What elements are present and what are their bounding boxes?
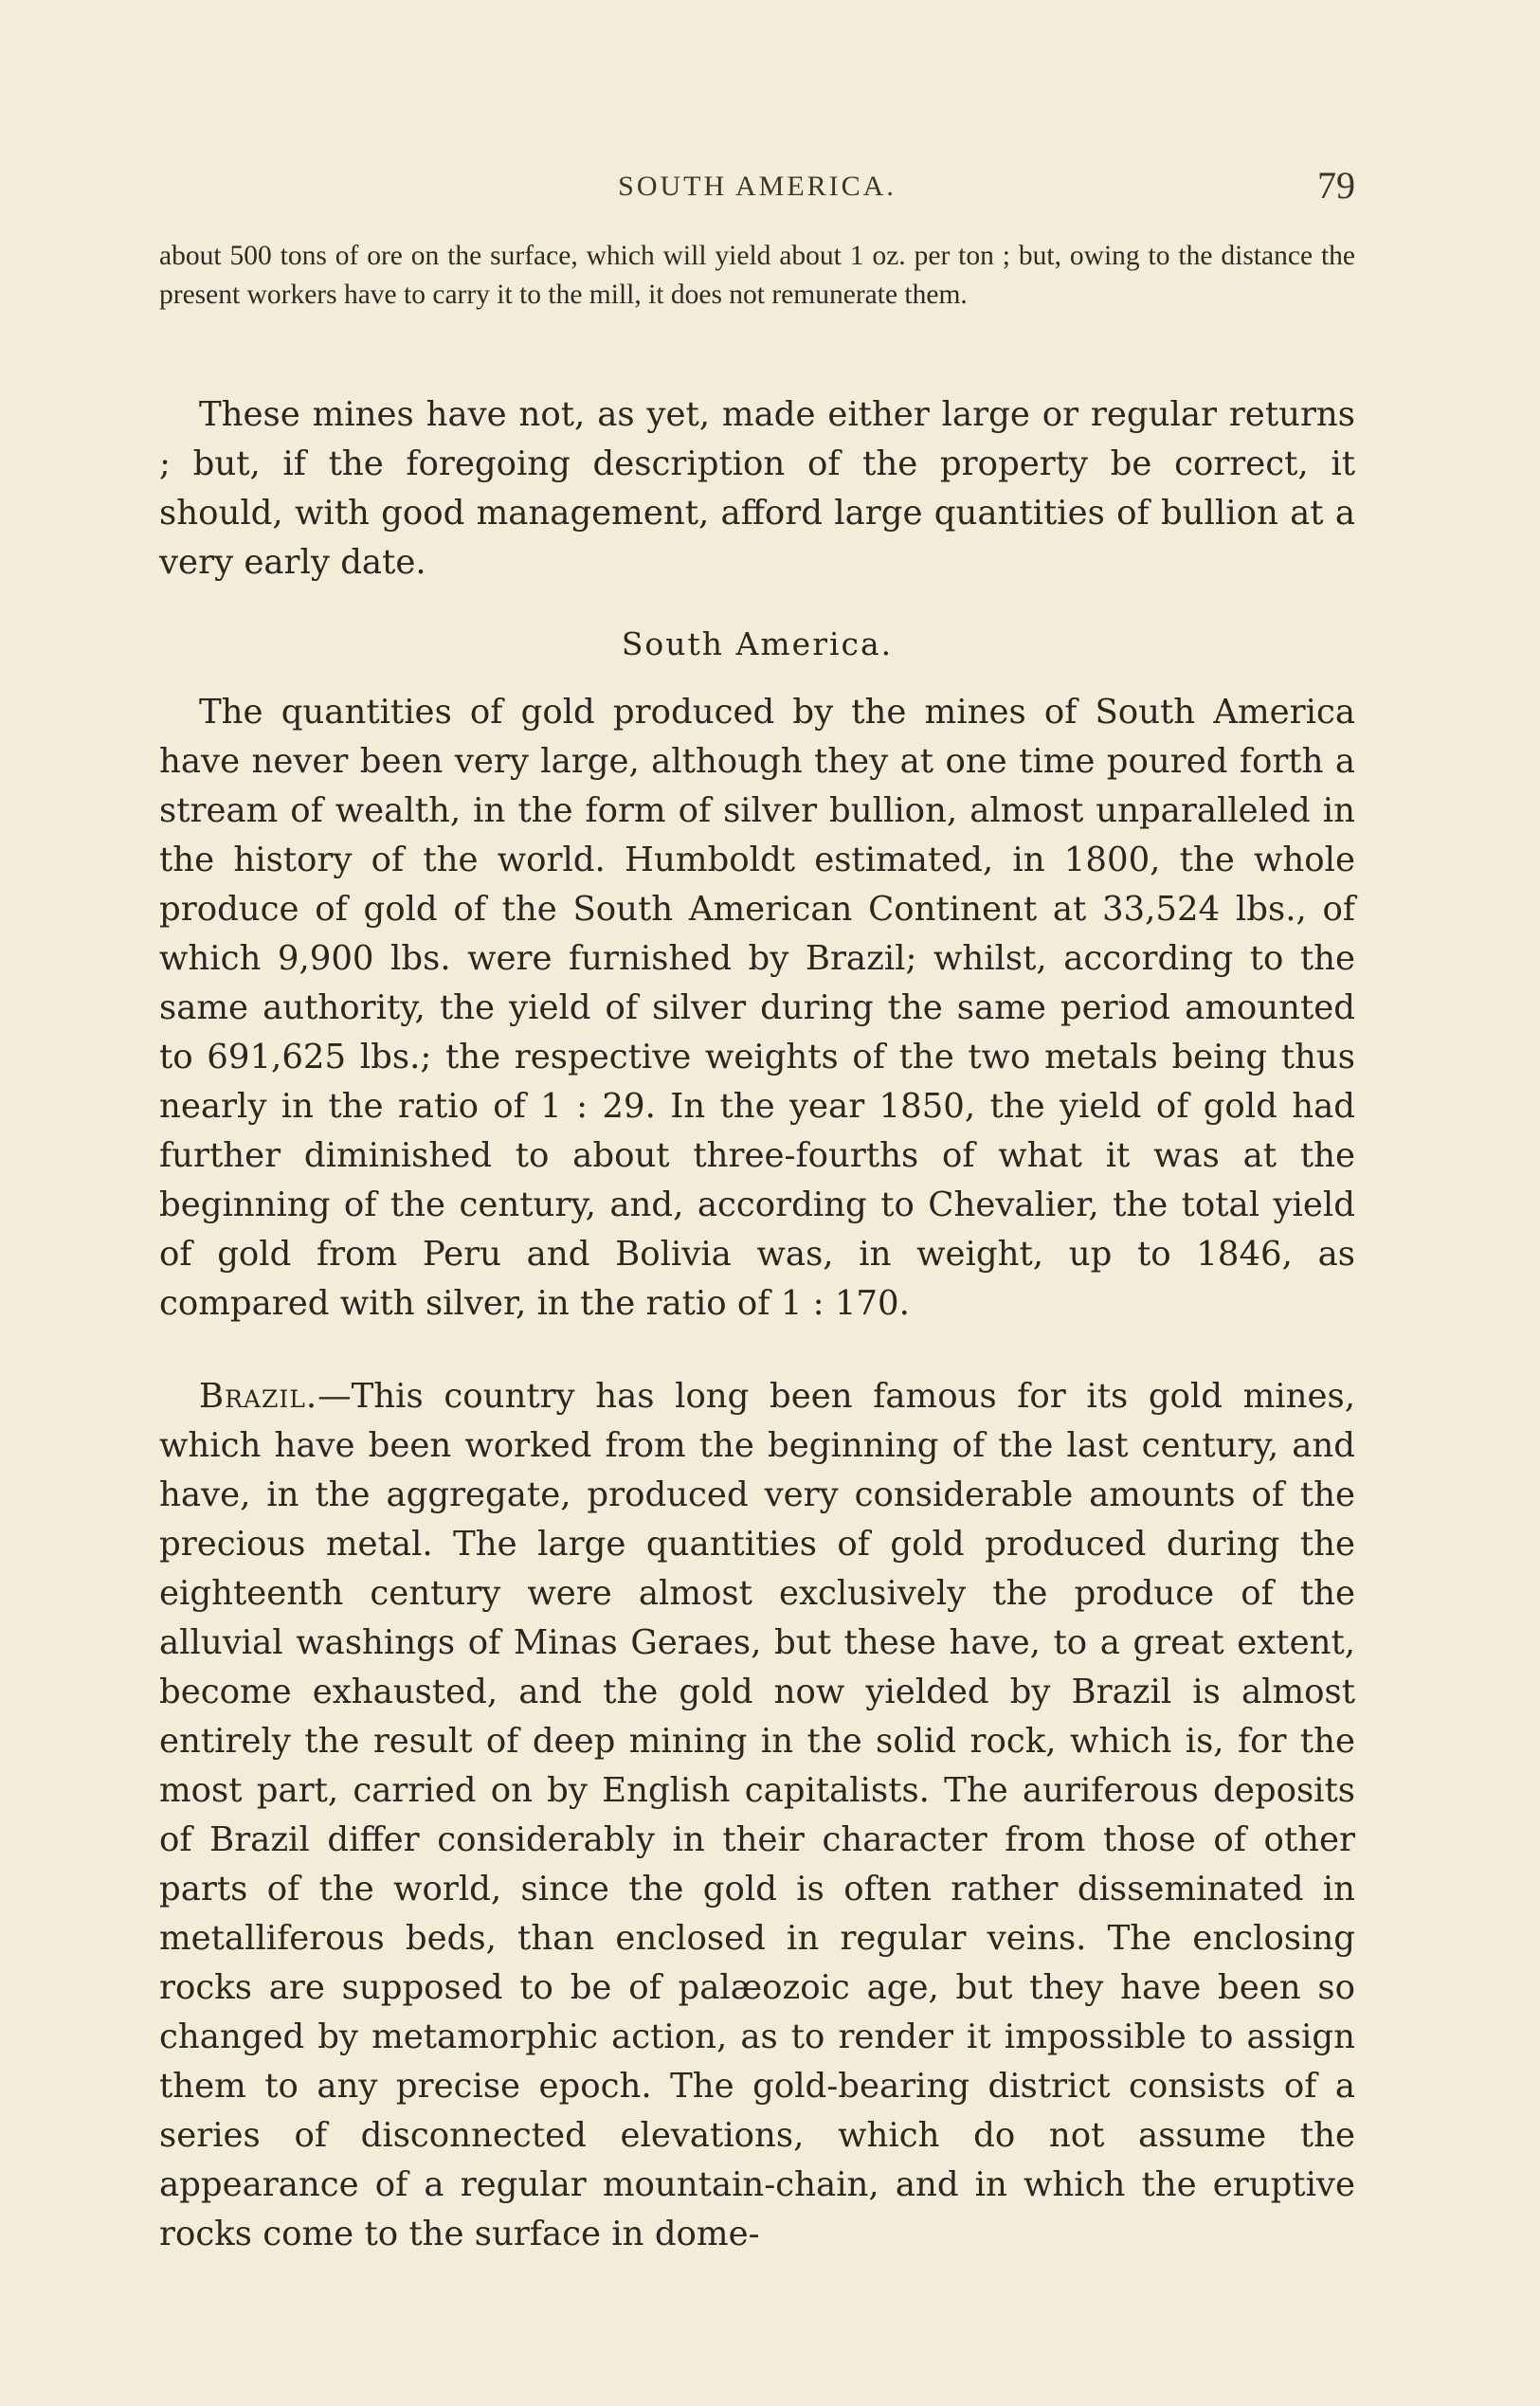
running-title: SOUTH AMERICA. bbox=[618, 171, 897, 202]
paragraph-brazil-body: —This country has long been famous for its gold mines, which have been worked from the beginning of the last century, and have, in the aggregate, produced very considerable amounts of the precious metal. The large quantities of gold produced during the eighteenth century were almost exclusively the produce of the alluvial washings of Minas Geraes, but these have, to a great extent, become exhausted, and the gold now yielded by Brazil is almost entirely the result of deep mining in the solid rock, which is, for the most part, carried on by English capitalists. The auriferous deposits of Brazil differ considerably in their character from those of other parts of the world, since the gold is often rather disseminated in metalliferous beds, than enclosed in regular veins. The enclosing rocks are supposed to be of palæozoic age, but they have been so changed by metamorphic action, as to render it impossible to assign them to any precise epoch. The gold-bearing district consists of a series of disconnected elevations, which do not assume the appearance of a regular mountain-chain, and in which the eruptive rocks come to the surface in dome- bbox=[159, 1377, 1355, 2253]
page-number: 79 bbox=[1317, 164, 1355, 207]
paragraph-brazil bbox=[159, 1372, 1355, 2259]
paragraph-south-america: The quantities of gold produced by the mines of South America have never been very large, although they at one time poured forth a stream of wealth, in the form of silver bullion, almost unparalleled in the history of the world. Humboldt estimated, in 1800, the whole produce of gold of the South American Continent at 33,524 lbs., of which 9,900 lbs. were furnished by Brazil; whilst, according to the same authority, the yield of silver during the same period amounted to 691,625 lbs.; the respective weights of the two metals being thus nearly in the ratio of 1 : 29. In the year 1850, the yield of gold had further diminished to about three-fourths of what it was at the beginning of the century, and, according to Chevalier, the total yield of gold from Peru and Bolivia was, in weight, up to 1846, as compared with silver, in the ratio of 1 : 170. bbox=[159, 693, 1355, 1323]
continued-paragraph: about 500 tons of ore on the surface, which will yield about 1 oz. per ton ; but, owing to the distance the present workers have to carry it to the mill, it does not remunerate them. bbox=[159, 241, 1355, 310]
paragraph-mines-returns: These mines have not, as yet, made either large or regular returns ; but, if the foregoing description of the property be correct, it should, with good management, afford large quantities of bullion at a very early date. bbox=[159, 395, 1355, 582]
running-head bbox=[159, 164, 1355, 207]
section-heading: South America. bbox=[621, 625, 894, 662]
paragraph-lead-brazil: Brazil. bbox=[199, 1377, 318, 1416]
